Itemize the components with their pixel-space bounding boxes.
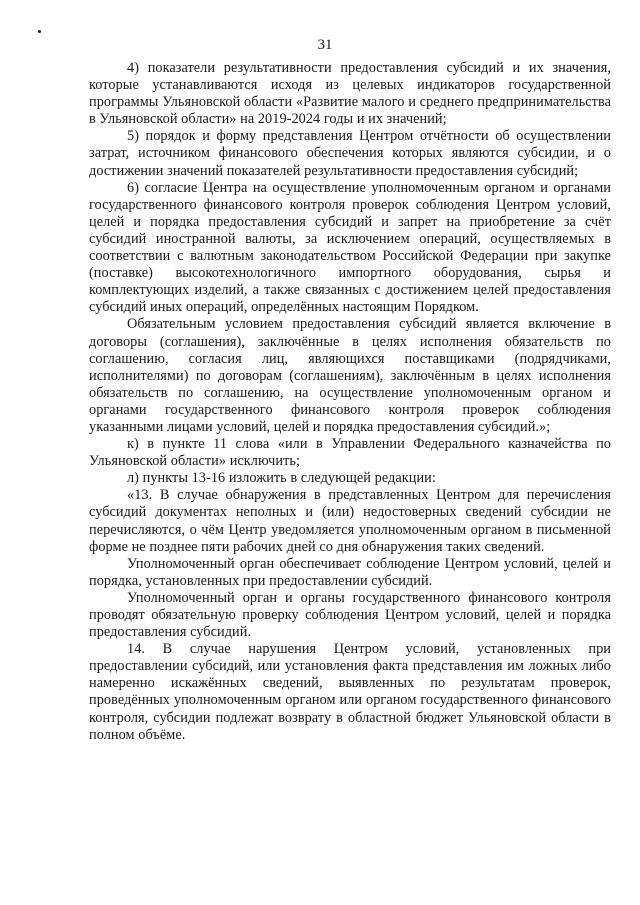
paragraph-mandatory-condition: Обязательным условием предоставления субсидий является включение в договоры (соглашения), заключённые в целях исполнения обязательств по соглашению, согласия лиц, являющихся поставщиками (подрядчиками, исполнителями) по договорам (соглашениям), заключённым в целях исполнения обязательств по соглашению, на осуществление уполномоченным органом и органами государственного финансового контроля проверок соблюдения указанными лицами условий, целей и порядка предоставления субсидий.»; bbox=[89, 316, 611, 435]
document-body bbox=[89, 60, 611, 744]
paragraph-amendment-k: к) в пункте 11 слова «или в Управлении Федерального казначейства по Ульяновской области» исключить; bbox=[89, 436, 611, 470]
page-number: 31 bbox=[317, 37, 333, 53]
paragraph-authorized-body: Уполномоченный орган обеспечивает соблюдение Центром условий, целей и порядка, установленных при предоставлении субсидий. bbox=[89, 555, 611, 589]
paragraph-amendment-l: л) пункты 13-16 изложить в следующей редакции: bbox=[127, 470, 436, 487]
paragraph-clause-14: 14. В случае нарушения Центром условий, установленных при предоставлении субсидий, или установления факта представления им ложных либо намеренно искажённых сведений, выявленных по результатам проверок, проведённых уполномоченным органом или органом государственного финансового контроля, субсидии подлежат возврату в областной бюджет Ульяновской области в полном объёме. bbox=[89, 641, 611, 743]
scan-mark bbox=[38, 30, 41, 33]
paragraph-clause-13: «13. В случае обнаружения в представленных Центром для перечисления субсидий документах неполных и (или) недостоверных сведений субсидии не перечисляются, о чём Центр уведомляется уполномоченным органом в письменной форме не позднее пяти рабочих дней со дня обнаружения таких сведений. bbox=[89, 487, 611, 555]
paragraph-item-6: 6) согласие Центра на осуществление уполномоченным органом и органами государственного финансового контроля проверок соблюдения Центром условий, целей и порядка предоставления субсидий и запрет на приобретение за счёт субсидий иностранной валюты, за исключением операций, осуществляемых в соответствии с валютным законодательством Российской Федерации при закупке (поставке) высокотехнологичного импортного оборудования, сырья и комплектующих изделий, а также связанных с достижением целей предоставления субсидий иных операций, определённых настоящим Порядком. bbox=[89, 179, 611, 316]
paragraph-item-5: 5) порядок и форму представления Центром отчётности об осуществлении затрат, источником финансового обеспечения которых являются субсидии, и о достижении значений показателей результативности предоставления субсидий; bbox=[89, 128, 611, 179]
paragraph-item-4: 4) показатели результативности предоставления субсидий и их значения, которые устанавливаются исходя из целевых индикаторов государственной программы Ульяновской области «Развитие малого и среднего предпринимательства в Ульяновской области» на 2019-2024 годы и их значений; bbox=[89, 60, 611, 128]
paragraph-control-bodies: Уполномоченный орган и органы государственного финансового контроля проводят обязательную проверку соблюдения Центром условий, целей и порядка предоставления субсидий. bbox=[89, 589, 611, 641]
